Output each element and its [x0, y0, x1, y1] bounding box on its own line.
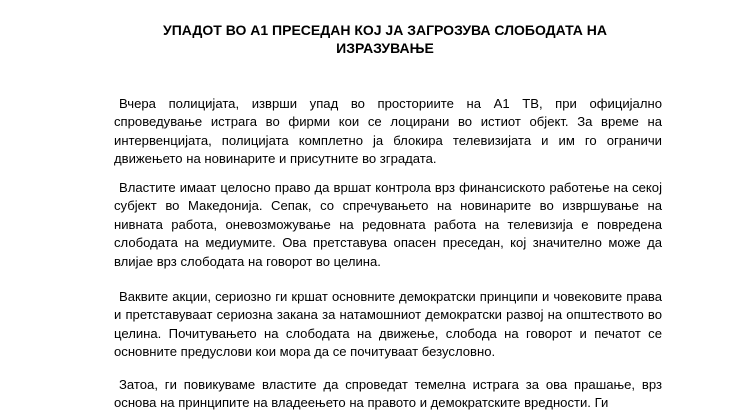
paragraph-3: Ваквите акции, сериозно ги кршат основните демократски принципи и човековите права и претставуваат сериозна закана за натамошниот демократски развој на општеството во целина. Почитувањето на слободата на движење, слобода на говорот и печатот се основните предуслови кои мора да се почитуваат безусловно. — [114, 289, 662, 360]
document-title — [100, 21, 670, 57]
paragraph-2: Властите имаат целосно право да вршат контрола врз финансиското работење на секој субјект во Македонија. Сепак, со спречувањето на новинарите во извршување на нивната работа, оневозможување на редовната работа на телевизија е повредена слободата на медиумите. Ова претставува опасен преседан, кој значително може да влијае врз слободата на говорот во целина. — [114, 180, 662, 269]
paragraph-4: Затоа, ги повикуваме властите да спроведат темелна истрага за ова прашање, врз основа на принципите на владеењето на правото и демократските вредности. Ги — [114, 377, 662, 411]
title-line-1: УПАДОТ ВО А1 ПРЕСЕДАН КОЈ ЈА ЗАГРОЗУВА СЛОБОДАТА НА — [163, 22, 607, 38]
paragraph-1: Вчера полицијата, изврши упад во просториите на А1 ТВ, при официјално спроведување истрага во фирми кои се лоцирани во истиот објект. За време на интервенцијата, полицијата комплетно ја блокира телевизијата и им го ограничи движењето на новинарите и присутните во зградата. — [114, 96, 662, 167]
title-line-2: ИЗРАЗУВАЊЕ — [336, 40, 434, 56]
